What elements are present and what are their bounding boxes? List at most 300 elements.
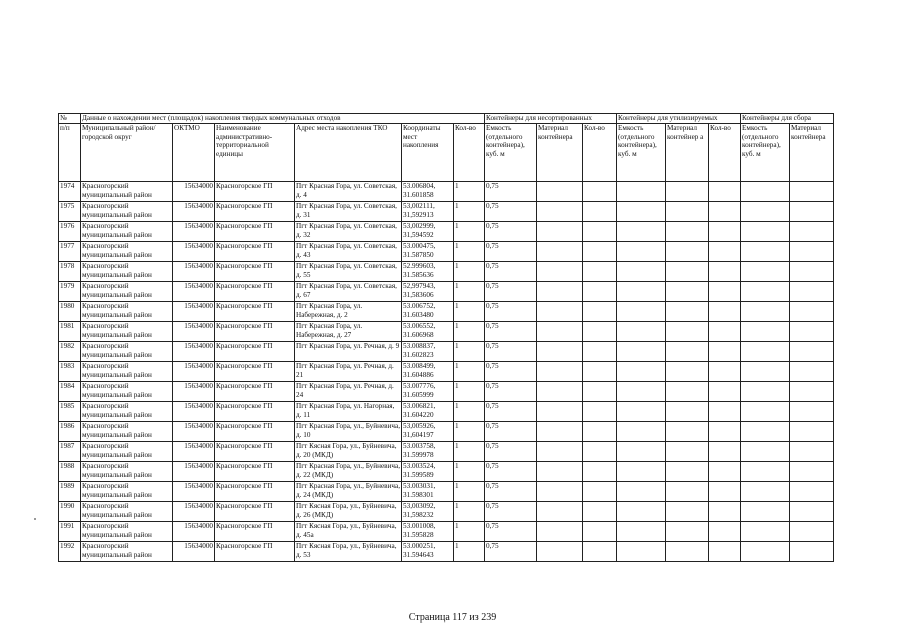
cell-material [537, 522, 583, 542]
cell-capacity-collect [741, 482, 790, 502]
cell-admin-unit: Красногорское ГП [215, 502, 295, 522]
cell-capacity: 0,75 [485, 182, 537, 202]
cell-address: Пгт Красная Гора, ул. Набережная, д. 2 [295, 302, 402, 322]
table-row [59, 302, 834, 322]
cell-material [537, 282, 583, 302]
cell-count-recycle [583, 462, 617, 482]
cell-material-recycle [666, 422, 709, 442]
cell-district: Красногорский муниципальный район [81, 502, 173, 522]
header-count-collect: Кол-во [709, 124, 741, 182]
cell-material-recycle [666, 202, 709, 222]
cell-capacity-collect [741, 222, 790, 242]
cell-capacity-collect [741, 382, 790, 402]
cell-admin-unit: Красногорское ГП [215, 282, 295, 302]
cell-address: Пгт Кясная Гора, ул., Буйневича, д. 53 [295, 542, 402, 562]
header-address: Адрес места накопления ТКО [295, 124, 402, 182]
header-material-recycle: Материал контейнер а [666, 124, 709, 182]
cell-capacity: 0,75 [485, 242, 537, 262]
header-row-groups [59, 114, 834, 124]
cell-coords: 53.007776, 31.605999 [402, 382, 454, 402]
cell-capacity: 0,75 [485, 322, 537, 342]
cell-capacity-collect [741, 302, 790, 322]
cell-count-collect [709, 442, 741, 462]
cell-district: Красногорский муниципальный район [81, 182, 173, 202]
cell-count-collect [709, 262, 741, 282]
cell-admin-unit: Красногорское ГП [215, 342, 295, 362]
cell-oktmo: 15634000 [173, 542, 215, 562]
cell-capacity-recycle [617, 302, 666, 322]
cell-capacity-collect [741, 342, 790, 362]
cell-coords: 52.999603, 31.585636 [402, 262, 454, 282]
header-municipality: Муниципальный район/городской округ [81, 124, 173, 182]
cell-no: 1983 [59, 362, 81, 382]
cell-material [537, 442, 583, 462]
cell-material-collect [790, 342, 834, 362]
header-count-recycle: Кол-во [583, 124, 617, 182]
cell-admin-unit: Красногорское ГП [215, 322, 295, 342]
cell-material [537, 402, 583, 422]
cell-material [537, 242, 583, 262]
cell-capacity: 0,75 [485, 522, 537, 542]
table-row [59, 202, 834, 222]
cell-material-collect [790, 202, 834, 222]
table-row [59, 442, 834, 462]
cell-count-collect [709, 302, 741, 322]
table-row [59, 502, 834, 522]
cell-capacity-recycle [617, 282, 666, 302]
cell-oktmo: 15634000 [173, 262, 215, 282]
cell-count: 1 [454, 202, 485, 222]
cell-capacity-recycle [617, 402, 666, 422]
cell-count-collect [709, 362, 741, 382]
header-material-collect: Материал контейнера [790, 124, 834, 182]
cell-capacity-collect [741, 462, 790, 482]
cell-address: Пгт Красная Гора, ул., Буйневича, д. 24 (МКД) [295, 482, 402, 502]
cell-material-collect [790, 422, 834, 442]
cell-capacity-collect [741, 362, 790, 382]
cell-count-collect [709, 522, 741, 542]
cell-count: 1 [454, 362, 485, 382]
cell-address: Пгт Красная Гора, ул. Советская, д. 55 [295, 262, 402, 282]
cell-district: Красногорский муниципальный район [81, 482, 173, 502]
cell-district: Красногорский муниципальный район [81, 542, 173, 562]
cell-material-recycle [666, 442, 709, 462]
cell-admin-unit: Красногорское ГП [215, 242, 295, 262]
cell-coords: 53.003524, 31.599589 [402, 462, 454, 482]
cell-material [537, 222, 583, 242]
cell-no: 1977 [59, 242, 81, 262]
cell-admin-unit: Красногорское ГП [215, 422, 295, 442]
cell-capacity-recycle [617, 482, 666, 502]
cell-oktmo: 15634000 [173, 502, 215, 522]
cell-material-recycle [666, 302, 709, 322]
cell-admin-unit: Красногорское ГП [215, 402, 295, 422]
cell-coords: 52,997943, 31,583606 [402, 282, 454, 302]
table-row [59, 242, 834, 262]
cell-material-collect [790, 242, 834, 262]
cell-admin-unit: Красногорское ГП [215, 262, 295, 282]
cell-count-recycle [583, 282, 617, 302]
cell-coords: 53.001008, 31.595828 [402, 522, 454, 542]
cell-count-recycle [583, 322, 617, 342]
header-group-recycle: Контейнеры для утилизируемых [617, 114, 741, 124]
cell-oktmo: 15634000 [173, 222, 215, 242]
cell-capacity-recycle [617, 522, 666, 542]
cell-coords: 53.006821, 31.604220 [402, 402, 454, 422]
cell-district: Красногорский муниципальный район [81, 222, 173, 242]
cell-no: 1988 [59, 462, 81, 482]
cell-no: 1974 [59, 182, 81, 202]
cell-material-recycle [666, 502, 709, 522]
cell-material-recycle [666, 482, 709, 502]
cell-material [537, 362, 583, 382]
cell-coords: 53,003092, 31,598232 [402, 502, 454, 522]
cell-address: Пгт Красная Гора, ул. Речная, д. 24 [295, 382, 402, 402]
cell-address: Пгт Красная Гора, ул. Советская, д. 31 [295, 202, 402, 222]
cell-count-recycle [583, 382, 617, 402]
cell-admin-unit: Красногорское ГП [215, 222, 295, 242]
cell-material-collect [790, 362, 834, 382]
cell-count-collect [709, 422, 741, 442]
cell-count-collect [709, 322, 741, 342]
cell-count: 1 [454, 422, 485, 442]
cell-coords: 53.006804, 31.601858 [402, 182, 454, 202]
cell-count-recycle [583, 222, 617, 242]
cell-no: 1984 [59, 382, 81, 402]
cell-capacity: 0,75 [485, 202, 537, 222]
cell-coords: 53.003758, 31.599978 [402, 442, 454, 462]
cell-admin-unit: Красногорское ГП [215, 522, 295, 542]
cell-count-recycle [583, 362, 617, 382]
cell-capacity-collect [741, 502, 790, 522]
cell-material [537, 542, 583, 562]
table-row [59, 382, 834, 402]
cell-count-collect [709, 482, 741, 502]
cell-material-recycle [666, 262, 709, 282]
cell-no: 1976 [59, 222, 81, 242]
cell-capacity-recycle [617, 502, 666, 522]
cell-material [537, 482, 583, 502]
table-row [59, 362, 834, 382]
header-group-collect: Контейнеры для сбора [741, 114, 834, 124]
cell-capacity: 0,75 [485, 462, 537, 482]
cell-coords: 53.008837, 31.602823 [402, 342, 454, 362]
cell-oktmo: 15634000 [173, 442, 215, 462]
cell-capacity: 0,75 [485, 402, 537, 422]
cell-count: 1 [454, 402, 485, 422]
cell-capacity-recycle [617, 242, 666, 262]
cell-material-recycle [666, 342, 709, 362]
cell-count: 1 [454, 382, 485, 402]
cell-oktmo: 15634000 [173, 302, 215, 322]
cell-capacity: 0,75 [485, 382, 537, 402]
table-row [59, 182, 834, 202]
cell-material-collect [790, 282, 834, 302]
cell-oktmo: 15634000 [173, 242, 215, 262]
cell-count-collect [709, 382, 741, 402]
cell-count-collect [709, 182, 741, 202]
cell-coords: 53,005926, 31,604197 [402, 422, 454, 442]
cell-count: 1 [454, 462, 485, 482]
cell-coords: 53.006552, 31.606968 [402, 322, 454, 342]
cell-capacity-recycle [617, 222, 666, 242]
cell-address: Пгт Кясная Гора, ул., Буйневича, д. 45а [295, 522, 402, 542]
cell-coords: 53.006752, 31.603480 [402, 302, 454, 322]
cell-oktmo: 15634000 [173, 342, 215, 362]
cell-material [537, 462, 583, 482]
cell-material [537, 502, 583, 522]
cell-count-recycle [583, 402, 617, 422]
cell-admin-unit: Красногорское ГП [215, 362, 295, 382]
cell-no: 1986 [59, 422, 81, 442]
cell-count-recycle [583, 442, 617, 462]
scan-speck [34, 518, 36, 520]
cell-capacity-recycle [617, 382, 666, 402]
cell-count-recycle [583, 522, 617, 542]
cell-count-collect [709, 342, 741, 362]
header-capacity: Емкость (отдельного контейнера), куб. м [485, 124, 537, 182]
waste-sites-table [58, 113, 834, 562]
cell-count-recycle [583, 422, 617, 442]
cell-capacity: 0,75 [485, 282, 537, 302]
header-capacity-recycle: Емкость (отдельного контейнера), куб. м [617, 124, 666, 182]
cell-no: 1987 [59, 442, 81, 462]
cell-material-collect [790, 222, 834, 242]
cell-count-collect [709, 402, 741, 422]
cell-district: Красногорский муниципальный район [81, 362, 173, 382]
cell-material-collect [790, 262, 834, 282]
cell-material [537, 182, 583, 202]
header-capacity-collect: Емкость (отдельного контейнера), куб. м [741, 124, 790, 182]
table-row [59, 222, 834, 242]
cell-no: 1980 [59, 302, 81, 322]
cell-capacity-collect [741, 422, 790, 442]
cell-capacity-collect [741, 262, 790, 282]
cell-count-collect [709, 502, 741, 522]
cell-material-recycle [666, 282, 709, 302]
cell-capacity-recycle [617, 442, 666, 462]
cell-count: 1 [454, 302, 485, 322]
cell-capacity: 0,75 [485, 342, 537, 362]
cell-address: Пгт Красная Гора, ул., Буйневича, д. 10 [295, 422, 402, 442]
cell-address: Пгт Красная Гора, ул. Речная, д. 9 [295, 342, 402, 362]
cell-count-recycle [583, 202, 617, 222]
cell-capacity-collect [741, 182, 790, 202]
cell-material-recycle [666, 322, 709, 342]
table-row [59, 282, 834, 302]
cell-material-collect [790, 482, 834, 502]
cell-capacity-collect [741, 402, 790, 422]
cell-address: Пгт Красная Гора, ул. Советская, д. 4 [295, 182, 402, 202]
cell-district: Красногорский муниципальный район [81, 242, 173, 262]
cell-material-collect [790, 502, 834, 522]
cell-material-recycle [666, 542, 709, 562]
cell-material-recycle [666, 362, 709, 382]
cell-count-collect [709, 462, 741, 482]
cell-oktmo: 15634000 [173, 522, 215, 542]
cell-count-recycle [583, 242, 617, 262]
cell-district: Красногорский муниципальный район [81, 382, 173, 402]
cell-capacity-recycle [617, 342, 666, 362]
cell-count: 1 [454, 542, 485, 562]
cell-admin-unit: Красногорское ГП [215, 462, 295, 482]
cell-capacity: 0,75 [485, 542, 537, 562]
cell-district: Красногорский муниципальный район [81, 402, 173, 422]
cell-count: 1 [454, 342, 485, 362]
cell-count-collect [709, 242, 741, 262]
cell-address: Пгт Красная Гора, ул. Советская, д. 67 [295, 282, 402, 302]
cell-material [537, 322, 583, 342]
cell-oktmo: 15634000 [173, 182, 215, 202]
cell-oktmo: 15634000 [173, 282, 215, 302]
cell-count-recycle [583, 302, 617, 322]
cell-capacity: 0,75 [485, 502, 537, 522]
cell-material-collect [790, 522, 834, 542]
cell-material-collect [790, 442, 834, 462]
cell-count-collect [709, 282, 741, 302]
cell-address: Пгт Красная Гора, ул. Набережная, д. 27 [295, 322, 402, 342]
cell-district: Красногорский муниципальный район [81, 442, 173, 462]
cell-admin-unit: Красногорское ГП [215, 542, 295, 562]
cell-count: 1 [454, 182, 485, 202]
cell-district: Красногорский муниципальный район [81, 322, 173, 342]
cell-coords: 53.008499, 31.604886 [402, 362, 454, 382]
cell-address: Пгт Красная Гора, ул., Буйневича, д. 22 (МКД) [295, 462, 402, 482]
cell-address: Пгт Красная Гора, ул. Советская, д. 43 [295, 242, 402, 262]
cell-capacity: 0,75 [485, 482, 537, 502]
cell-material-recycle [666, 402, 709, 422]
cell-material [537, 342, 583, 362]
cell-capacity-recycle [617, 542, 666, 562]
table-row [59, 462, 834, 482]
cell-capacity: 0,75 [485, 362, 537, 382]
cell-count: 1 [454, 482, 485, 502]
cell-material-recycle [666, 382, 709, 402]
cell-capacity-collect [741, 322, 790, 342]
cell-capacity: 0,75 [485, 222, 537, 242]
table-row [59, 322, 834, 342]
cell-count-recycle [583, 182, 617, 202]
cell-district: Красногорский муниципальный район [81, 342, 173, 362]
header-no: № [59, 114, 81, 124]
cell-material [537, 382, 583, 402]
cell-coords: 53.003031, 31.598301 [402, 482, 454, 502]
cell-address: Пгт Красная Гора, ул. Речная, д. 21 [295, 362, 402, 382]
table-row [59, 262, 834, 282]
cell-capacity: 0,75 [485, 262, 537, 282]
cell-count-recycle [583, 262, 617, 282]
page-number: Страница 117 из 239 [408, 612, 497, 623]
cell-admin-unit: Красногорское ГП [215, 182, 295, 202]
cell-count-recycle [583, 542, 617, 562]
cell-count: 1 [454, 322, 485, 342]
header-admin-unit: Наименование административно-территориальной единицы [215, 124, 295, 182]
cell-count-recycle [583, 502, 617, 522]
cell-capacity-collect [741, 442, 790, 462]
cell-no: 1978 [59, 262, 81, 282]
cell-count: 1 [454, 262, 485, 282]
cell-no: 1989 [59, 482, 81, 502]
table-row [59, 542, 834, 562]
table-row [59, 482, 834, 502]
header-group-data: Данные о нахождении мест (площадок) накопления твердых коммунальных отходов [81, 114, 485, 124]
cell-capacity: 0,75 [485, 442, 537, 462]
cell-material-collect [790, 542, 834, 562]
table-row [59, 422, 834, 442]
cell-district: Красногорский муниципальный район [81, 422, 173, 442]
cell-no: 1990 [59, 502, 81, 522]
cell-oktmo: 15634000 [173, 402, 215, 422]
header-group-unsorted: Контейнеры для несортированных [485, 114, 617, 124]
cell-material-collect [790, 182, 834, 202]
cell-count: 1 [454, 442, 485, 462]
cell-capacity-collect [741, 242, 790, 262]
cell-admin-unit: Красногорское ГП [215, 482, 295, 502]
table-row [59, 522, 834, 542]
cell-coords: 53.000251, 31.594643 [402, 542, 454, 562]
cell-oktmo: 15634000 [173, 422, 215, 442]
cell-coords: 53,002111, 31,592913 [402, 202, 454, 222]
header-coords: Координаты мест накопления [402, 124, 454, 182]
cell-count: 1 [454, 242, 485, 262]
cell-address: Пгт Красная Гора, ул. Нагорная, д. 11 [295, 402, 402, 422]
header-oktmo: ОКТМО [173, 124, 215, 182]
cell-count: 1 [454, 282, 485, 302]
cell-capacity-collect [741, 522, 790, 542]
cell-material-collect [790, 402, 834, 422]
cell-district: Красногорский муниципальный район [81, 202, 173, 222]
cell-count: 1 [454, 502, 485, 522]
cell-oktmo: 15634000 [173, 482, 215, 502]
cell-oktmo: 15634000 [173, 362, 215, 382]
cell-count: 1 [454, 222, 485, 242]
cell-district: Красногорский муниципальный район [81, 282, 173, 302]
header-no-sub: п/п [59, 124, 81, 182]
cell-material-recycle [666, 182, 709, 202]
cell-material-collect [790, 322, 834, 342]
cell-capacity: 0,75 [485, 422, 537, 442]
cell-district: Красногорский муниципальный район [81, 262, 173, 282]
cell-admin-unit: Красногорское ГП [215, 202, 295, 222]
cell-capacity-recycle [617, 462, 666, 482]
header-count: Кол-во [454, 124, 485, 182]
cell-address: Пгт Кясная Гора, ул., Буйневича, д. 20 (МКД) [295, 442, 402, 462]
cell-no: 1992 [59, 542, 81, 562]
header-material: Материал контейнера [537, 124, 583, 182]
cell-district: Красногорский муниципальный район [81, 302, 173, 322]
cell-count-collect [709, 202, 741, 222]
cell-capacity-collect [741, 282, 790, 302]
cell-material-collect [790, 382, 834, 402]
cell-count: 1 [454, 522, 485, 542]
cell-no: 1981 [59, 322, 81, 342]
cell-district: Красногорский муниципальный район [81, 522, 173, 542]
cell-capacity-collect [741, 202, 790, 222]
cell-material-recycle [666, 242, 709, 262]
cell-material [537, 302, 583, 322]
cell-no: 1979 [59, 282, 81, 302]
cell-oktmo: 15634000 [173, 382, 215, 402]
cell-capacity-recycle [617, 202, 666, 222]
cell-no: 1982 [59, 342, 81, 362]
cell-material [537, 202, 583, 222]
cell-material-recycle [666, 462, 709, 482]
cell-no: 1985 [59, 402, 81, 422]
cell-material [537, 422, 583, 442]
cell-address: Пгт Красная Гора, ул. Советская, д. 32 [295, 222, 402, 242]
cell-address: Пгт Кясная Гора, ул., Буйневича, д. 26 (МКД) [295, 502, 402, 522]
cell-capacity-recycle [617, 422, 666, 442]
